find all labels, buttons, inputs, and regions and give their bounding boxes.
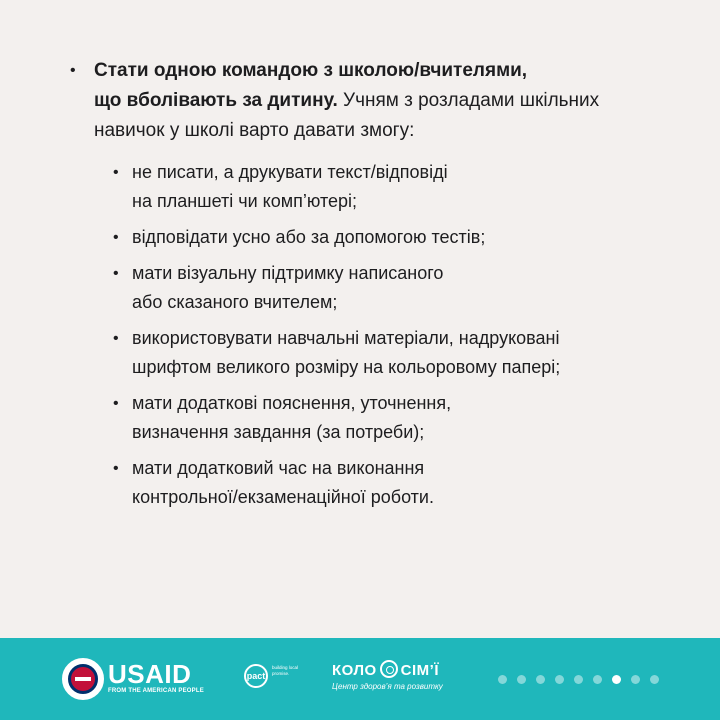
list-item	[113, 454, 653, 512]
bullet-icon: •	[70, 62, 76, 79]
main-line-3: навичок у школі варто давати змогу:	[94, 120, 415, 141]
list-item-line-1: не писати, а друкувати текст/відповіді	[132, 162, 448, 182]
list-item-line-1: мати додатковий час на виконання	[132, 458, 425, 478]
main-line-2	[94, 86, 670, 116]
bullet-icon: •	[113, 265, 119, 282]
main-bold-text-2: що вболівають за дитину.	[94, 90, 338, 111]
bullet-icon: •	[113, 395, 119, 412]
main-bullet-item	[70, 56, 670, 146]
pagination-dot[interactable]	[536, 675, 545, 684]
footer-bar	[0, 638, 720, 720]
list-item-line-2: контрольної/екзаменаційної роботи.	[132, 487, 434, 507]
kolo-simi-title	[332, 660, 439, 680]
usaid-tagline: FROM THE AMERICAN PEOPLE	[108, 688, 204, 694]
usaid-wordmark: USAID	[108, 659, 192, 689]
main-bold-text-1: Стати одною командою з школою/вчителями,	[94, 60, 528, 81]
pagination-dot[interactable]	[631, 675, 640, 684]
pact-tagline: building local promise.	[272, 665, 299, 676]
list-item-line-1: відповідати усно або за допомогою тестів;	[132, 227, 486, 247]
pagination-dot[interactable]	[650, 675, 659, 684]
pagination-dot-active[interactable]	[612, 675, 621, 684]
kolo-simi-logo	[332, 660, 472, 700]
list-item-line-1: мати додаткові пояснення, уточнення,	[132, 393, 452, 413]
content-area	[70, 56, 670, 146]
list-item	[113, 259, 653, 317]
main-line-1	[94, 56, 670, 86]
bullet-icon: •	[113, 330, 119, 347]
list-item-line-2: на планшеті чи комп’ютері;	[132, 191, 358, 211]
pagination-dot[interactable]	[498, 675, 507, 684]
pagination-dots	[498, 675, 668, 685]
kolo-title-left: КОЛО	[332, 662, 377, 679]
list-item-line-2: шрифтом великого розміру на кольоровому папері;	[132, 357, 561, 377]
list-item	[113, 389, 653, 447]
list-item-line-2: або сказаного вчителем;	[132, 292, 338, 312]
list-item	[113, 223, 653, 252]
pagination-dot[interactable]	[555, 675, 564, 684]
list-item	[113, 158, 653, 216]
pagination-dot[interactable]	[574, 675, 583, 684]
pact-mark-icon: pact	[244, 664, 268, 688]
list-item-line-1: використовувати навчальні матеріали, надруковані	[132, 328, 560, 348]
ring-icon	[380, 660, 398, 678]
bullet-icon: •	[113, 229, 119, 246]
usaid-seal-icon	[62, 658, 104, 700]
sub-bullet-list	[113, 158, 653, 519]
kolo-title-right: СІМ’Ї	[400, 662, 439, 679]
list-item	[113, 324, 653, 382]
usaid-logo	[62, 658, 202, 700]
pact-logo	[244, 664, 304, 694]
main-text-2: Учням з розладами шкільних	[337, 90, 600, 111]
bullet-icon: •	[113, 164, 119, 181]
list-item-line-2: визначення завдання (за потреби);	[132, 422, 425, 442]
list-item-line-1: мати візуальну підтримку написаного	[132, 263, 444, 283]
kolo-simi-subtitle: Центр здоров’я та розвитку	[332, 682, 443, 691]
pagination-dot[interactable]	[517, 675, 526, 684]
bullet-icon: •	[113, 460, 119, 477]
pagination-dot[interactable]	[593, 675, 602, 684]
